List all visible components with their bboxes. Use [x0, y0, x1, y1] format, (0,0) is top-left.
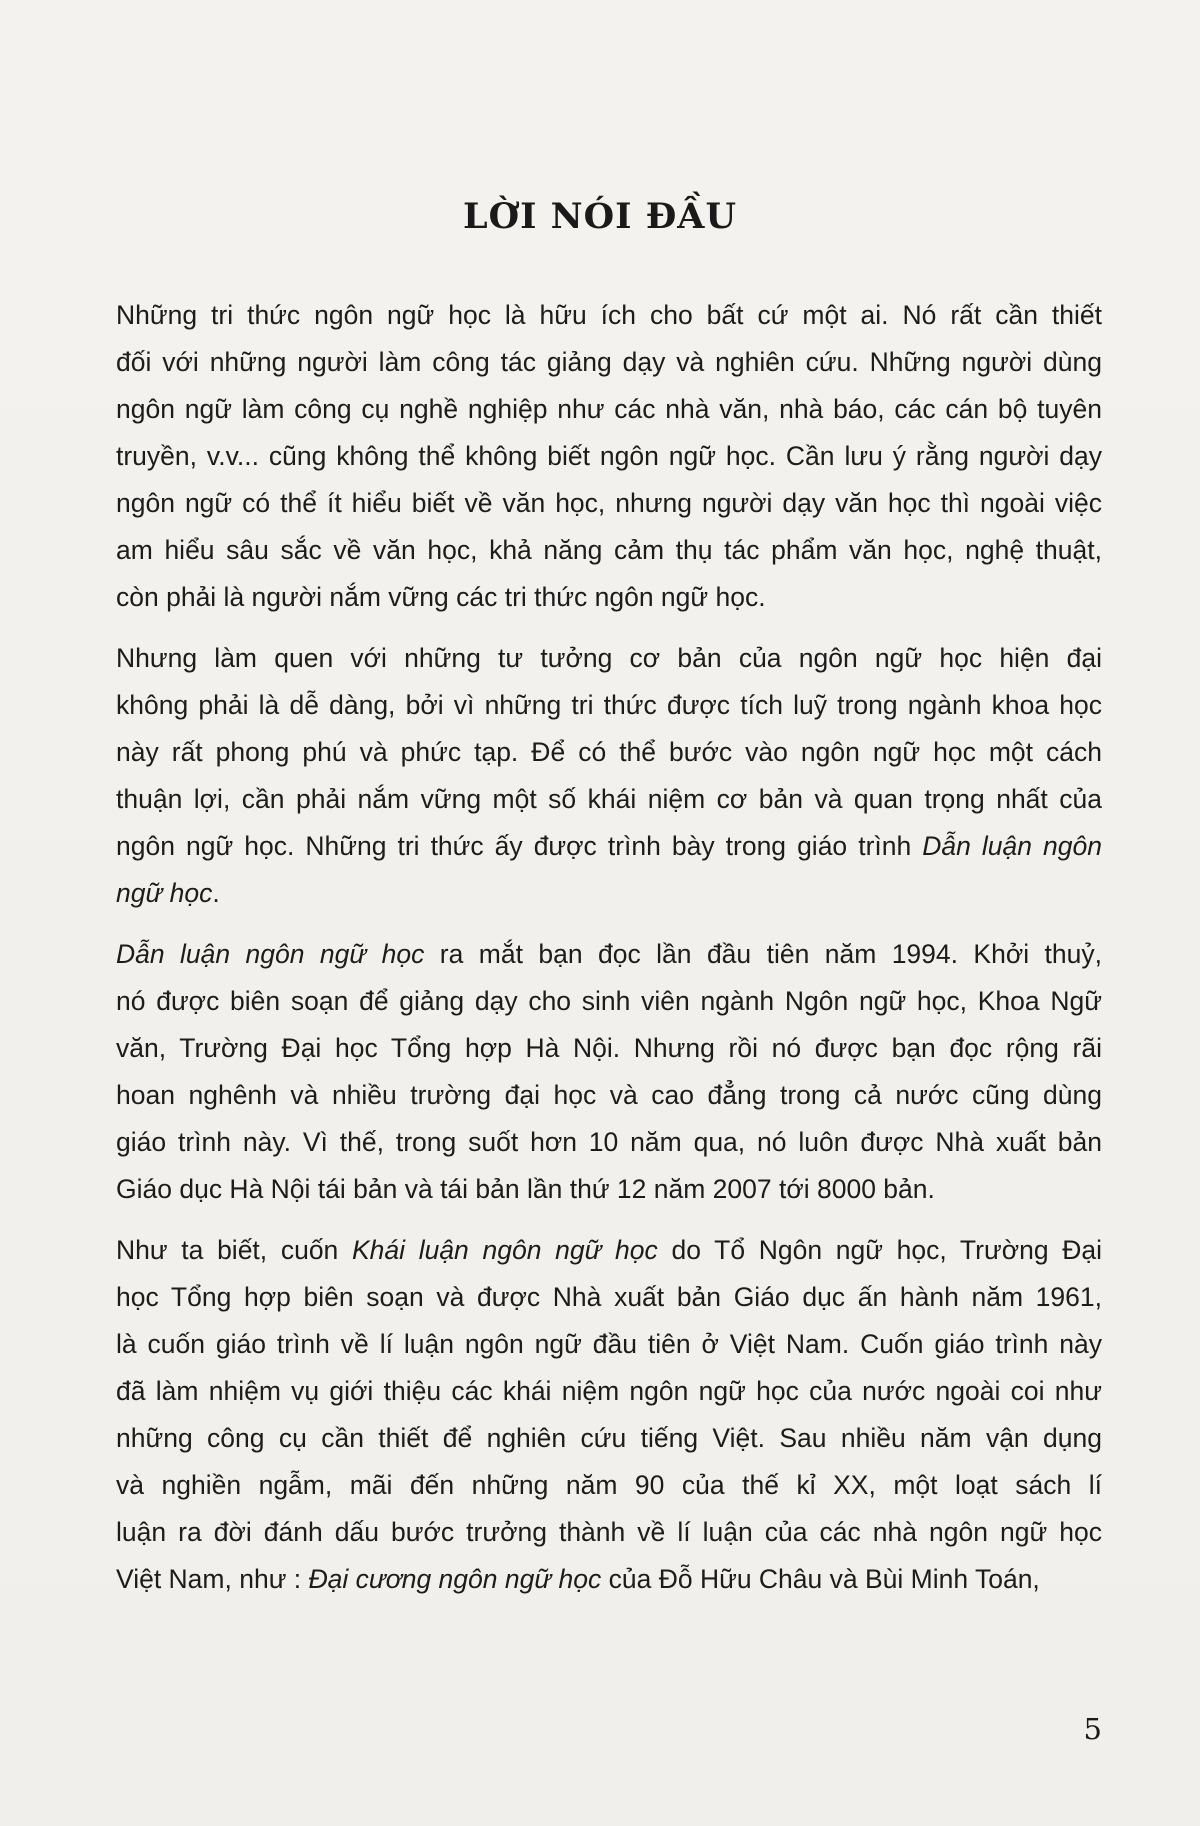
text-line	[116, 1025, 1102, 1072]
text-line	[116, 635, 1102, 682]
text-line	[116, 1119, 1102, 1166]
text-run: đã làm nhiệm vụ giới thiệu các khái niệm ngôn ngữ học của nước ngoài coi như	[116, 1376, 1102, 1406]
text-line	[116, 527, 1102, 574]
text-line	[116, 292, 1102, 339]
text-run: luận ra đời đánh dấu bước trưởng thành về lí luận của các nhà ngôn ngữ học	[116, 1517, 1102, 1547]
italic-title: Khái luận ngôn ngữ học	[351, 1235, 658, 1265]
text-line	[116, 931, 1102, 978]
paragraph	[116, 1227, 1102, 1603]
page-title: LỜI NÓI ĐẦU	[463, 196, 737, 237]
text-run: am hiểu sâu sắc về văn học, khả năng cảm thụ tác phẩm văn học, nghệ thuật,	[116, 535, 1102, 565]
text-line	[116, 1227, 1102, 1274]
text-line	[116, 433, 1102, 480]
text-line	[116, 1509, 1102, 1556]
text-line	[116, 339, 1102, 386]
text-run: những công cụ cần thiết để nghiên cứu tiếng Việt. Sau nhiều năm vận dụng	[116, 1423, 1102, 1453]
text-line	[116, 480, 1102, 527]
text-line	[116, 1462, 1102, 1509]
body-text	[116, 292, 1102, 1617]
text-run: ngôn ngữ làm công cụ nghề nghiệp như các nhà văn, nhà báo, các cán bộ tuyên	[116, 394, 1102, 424]
text-line	[116, 1556, 1102, 1603]
text-run: văn, Trường Đại học Tổng hợp Hà Nội. Nhưng rồi nó được bạn đọc rộng rãi	[116, 1033, 1102, 1063]
text-run: là cuốn giáo trình về lí luận ngôn ngữ đầu tiên ở Việt Nam. Cuốn giáo trình này	[116, 1329, 1102, 1359]
text-line	[116, 682, 1102, 729]
text-run: học Tổng hợp biên soạn và được Nhà xuất bản Giáo dục ấn hành năm 1961,	[116, 1282, 1102, 1312]
text-run: của Đỗ Hữu Châu và Bùi Minh Toán,	[601, 1564, 1040, 1594]
text-run: Những tri thức ngôn ngữ học là hữu ích cho bất cứ một ai. Nó rất cần thiết	[116, 300, 1102, 330]
text-line	[116, 870, 1102, 917]
text-run: nó được biên soạn để giảng dạy cho sinh viên ngành Ngôn ngữ học, Khoa Ngữ	[116, 986, 1102, 1016]
text-run: Việt Nam, như :	[116, 1564, 309, 1594]
text-run: hoan nghênh và nhiều trường đại học và cao đẳng trong cả nước cũng dùng	[116, 1080, 1102, 1110]
text-run: và nghiền ngẫm, mãi đến những năm 90 của thế kỉ XX, một loạt sách lí	[116, 1470, 1102, 1500]
text-run: giáo trình này. Vì thế, trong suốt hơn 10 năm qua, nó luôn được Nhà xuất bản	[116, 1127, 1102, 1157]
italic-title: Dẫn luận ngôn	[922, 831, 1102, 861]
text-line	[116, 978, 1102, 1025]
paragraph	[116, 931, 1102, 1213]
text-line	[116, 574, 1102, 621]
text-line	[116, 729, 1102, 776]
text-line	[116, 386, 1102, 433]
text-run: Như ta biết, cuốn	[116, 1235, 352, 1265]
text-line	[116, 1166, 1102, 1213]
text-line	[116, 1274, 1102, 1321]
text-line	[116, 1415, 1102, 1462]
text-run: .	[212, 878, 220, 908]
text-run: ra mắt bạn đọc lần đầu tiên năm 1994. Khởi thuỷ,	[424, 939, 1102, 969]
text-run: do Tổ Ngôn ngữ học, Trường Đại	[657, 1235, 1102, 1265]
text-line	[116, 1321, 1102, 1368]
paragraph	[116, 635, 1102, 917]
text-run: ngôn ngữ có thể ít hiểu biết về văn học, nhưng người dạy văn học thì ngoài việc	[116, 488, 1102, 518]
text-run: Nhưng làm quen với những tư tưởng cơ bản của ngôn ngữ học hiện đại	[116, 643, 1102, 673]
text-line	[116, 823, 1102, 870]
text-run: thuận lợi, cần phải nắm vững một số khái niệm cơ bản và quan trọng nhất của	[116, 784, 1102, 814]
text-run: không phải là dễ dàng, bởi vì những tri thức được tích luỹ trong ngành khoa học	[116, 690, 1102, 720]
text-run: Giáo dục Hà Nội tái bản và tái bản lần thứ 12 năm 2007 tới 8000 bản.	[116, 1174, 935, 1204]
text-run: ngôn ngữ học. Những tri thức ấy được trình bày trong giáo trình	[116, 831, 923, 861]
italic-title: Dẫn luận ngôn ngữ học	[116, 939, 425, 969]
text-line	[116, 1368, 1102, 1415]
text-line	[116, 776, 1102, 823]
page-number: 5	[1083, 1712, 1102, 1746]
italic-title: ngữ học	[116, 878, 213, 908]
italic-title: Đại cương ngôn ngữ học	[308, 1564, 602, 1594]
text-line	[116, 1072, 1102, 1119]
text-run: này rất phong phú và phức tạp. Để có thể bước vào ngôn ngữ học một cách	[116, 737, 1102, 767]
text-run: truyền, v.v... cũng không thể không biết ngôn ngữ học. Cần lưu ý rằng người dạy	[116, 441, 1102, 471]
paragraph	[116, 292, 1102, 621]
text-run: còn phải là người nắm vững các tri thức ngôn ngữ học.	[116, 582, 766, 612]
text-run: đối với những người làm công tác giảng dạy và nghiên cứu. Những người dùng	[116, 347, 1102, 377]
